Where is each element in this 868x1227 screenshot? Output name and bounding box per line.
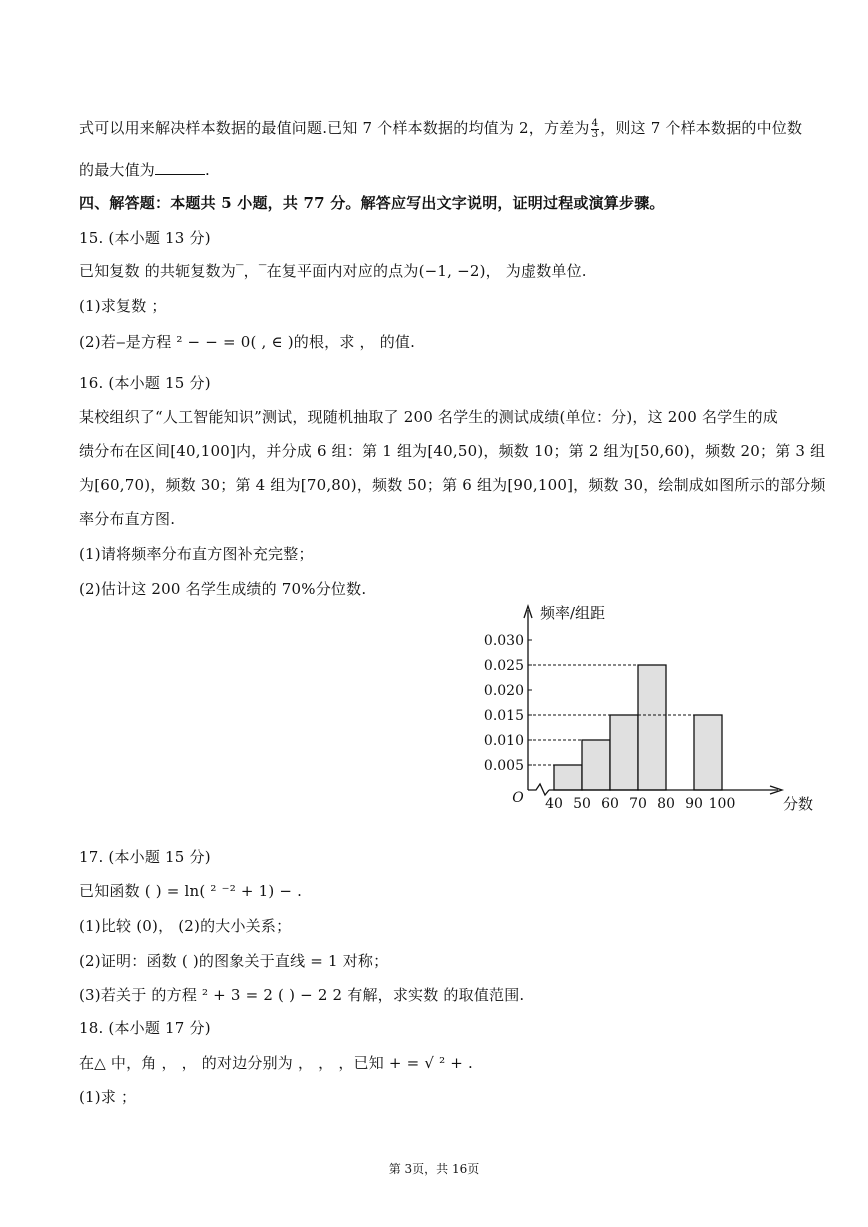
y-tick-label-0.025: 0.025	[483, 658, 524, 674]
y-tick-label-0.020: 0.020	[483, 683, 524, 699]
x-tick-label-50: 50	[573, 796, 591, 812]
question-16-line-5: (1)请将频率分布直方图补充完整；	[79, 545, 314, 563]
histogram-bar-60-70	[610, 715, 638, 790]
text-segment: 式可以用来解决样本数据的最值问题.已知 7 个样本数据的均值为 2，方差为	[79, 119, 590, 137]
question-15-line-1: 已知复数 的共轭复数为‾，‾在复平面内对应的点为(−1, −2)， 为虚数单位.	[79, 262, 587, 280]
section-heading: 四、解答题：本题共 5 小题，共 77 分。解答应写出文字说明，证明过程或演算步骤。	[79, 194, 665, 212]
x-tick-label-40: 40	[545, 796, 563, 812]
question-16-header: 16. (本小题 15 分)	[79, 374, 211, 392]
question-18-header: 18. (本小题 17 分)	[79, 1019, 211, 1037]
question-16-line-2: 绩分布在区间[40,100]内，并分成 6 组：第 1 组为[40,50)，频数 10；第 2 组为[50,60)，频数 20；第 3 组	[79, 442, 826, 460]
fraction-denominator: 3	[591, 128, 599, 140]
question-15-header: 15. (本小题 13 分)	[79, 229, 211, 247]
question-16-line-3: 为[60,70)，频数 30；第 4 组为[70,80)，频数 50；第 6 组为[90,100]，频数 30，绘制成如图所示的部分频	[79, 476, 826, 494]
text-segment: .	[205, 161, 210, 179]
question-15-line-2: (1)求复数 ；	[79, 297, 167, 315]
histogram-bar-50-60	[582, 740, 610, 790]
x-axis-label: 分数	[783, 795, 814, 813]
x-tick-label-80: 80	[657, 796, 675, 812]
question-16-line-6: (2)估计这 200 名学生成绩的 70%分位数.	[79, 580, 367, 598]
question-17-header: 17. (本小题 15 分)	[79, 848, 211, 866]
text-segment: 的最大值为	[79, 161, 156, 179]
question-18-line-2: (1)求 ；	[79, 1088, 137, 1106]
histogram-bar-40-50	[554, 765, 582, 790]
answer-blank[interactable]	[155, 160, 205, 175]
fraction-numerator: 4	[591, 117, 599, 129]
question-15-line-3: (2)若‒是方程 ² − − = 0( , ∈ )的根，求 ， 的值.	[79, 333, 416, 351]
question-16-line-4: 率分布直方图.	[79, 510, 176, 528]
question-18-line-1: 在△ 中，角 ， ， 的对边分别为 ， ， ，已知 + = √ ² + .	[79, 1054, 473, 1072]
text-line-1	[79, 118, 802, 140]
x-tick-label-70: 70	[629, 796, 647, 812]
text-segment: ，则这 7 个样本数据的中位数	[600, 119, 803, 137]
y-axis-label: 频率/组距	[540, 604, 606, 622]
text-line-2	[79, 160, 210, 180]
histogram-bar-90-100	[694, 715, 722, 790]
y-tick-label-0.030: 0.030	[483, 633, 524, 649]
question-17-line-2: (1)比较 (0)， (2)的大小关系；	[79, 917, 292, 935]
x-tick-label-60: 60	[601, 796, 619, 812]
x-tick-label-90: 90	[685, 796, 703, 812]
axis-break-icon	[528, 784, 549, 795]
question-17-line-4: (3)若关于 的方程 ² + 3 = 2 ( ) − 2 2 有解，求实数 的取值范围.	[79, 986, 525, 1004]
x-tick-label-100: 100	[708, 796, 736, 812]
y-tick-label-0.005: 0.005	[483, 758, 524, 774]
histogram-bar-70-80	[638, 665, 666, 790]
y-tick-label-0.015: 0.015	[483, 708, 524, 724]
origin-label: O	[512, 790, 524, 806]
question-17-line-3: (2)证明：函数 ( )的图象关于直线 = 1 对称；	[79, 952, 389, 970]
frequency-histogram	[478, 598, 814, 820]
page-footer: 第 3页，共 16页	[388, 1162, 480, 1176]
y-tick-label-0.010: 0.010	[483, 733, 524, 749]
question-16-line-1: 某校组织了“人工智能知识”测试，现随机抽取了 200 名学生的测试成绩(单位：分)，这 200 名学生的成	[79, 408, 778, 426]
question-17-line-1: 已知函数 ( ) = ln( ² ⁻² + 1) − .	[79, 882, 303, 900]
fraction	[591, 119, 600, 140]
